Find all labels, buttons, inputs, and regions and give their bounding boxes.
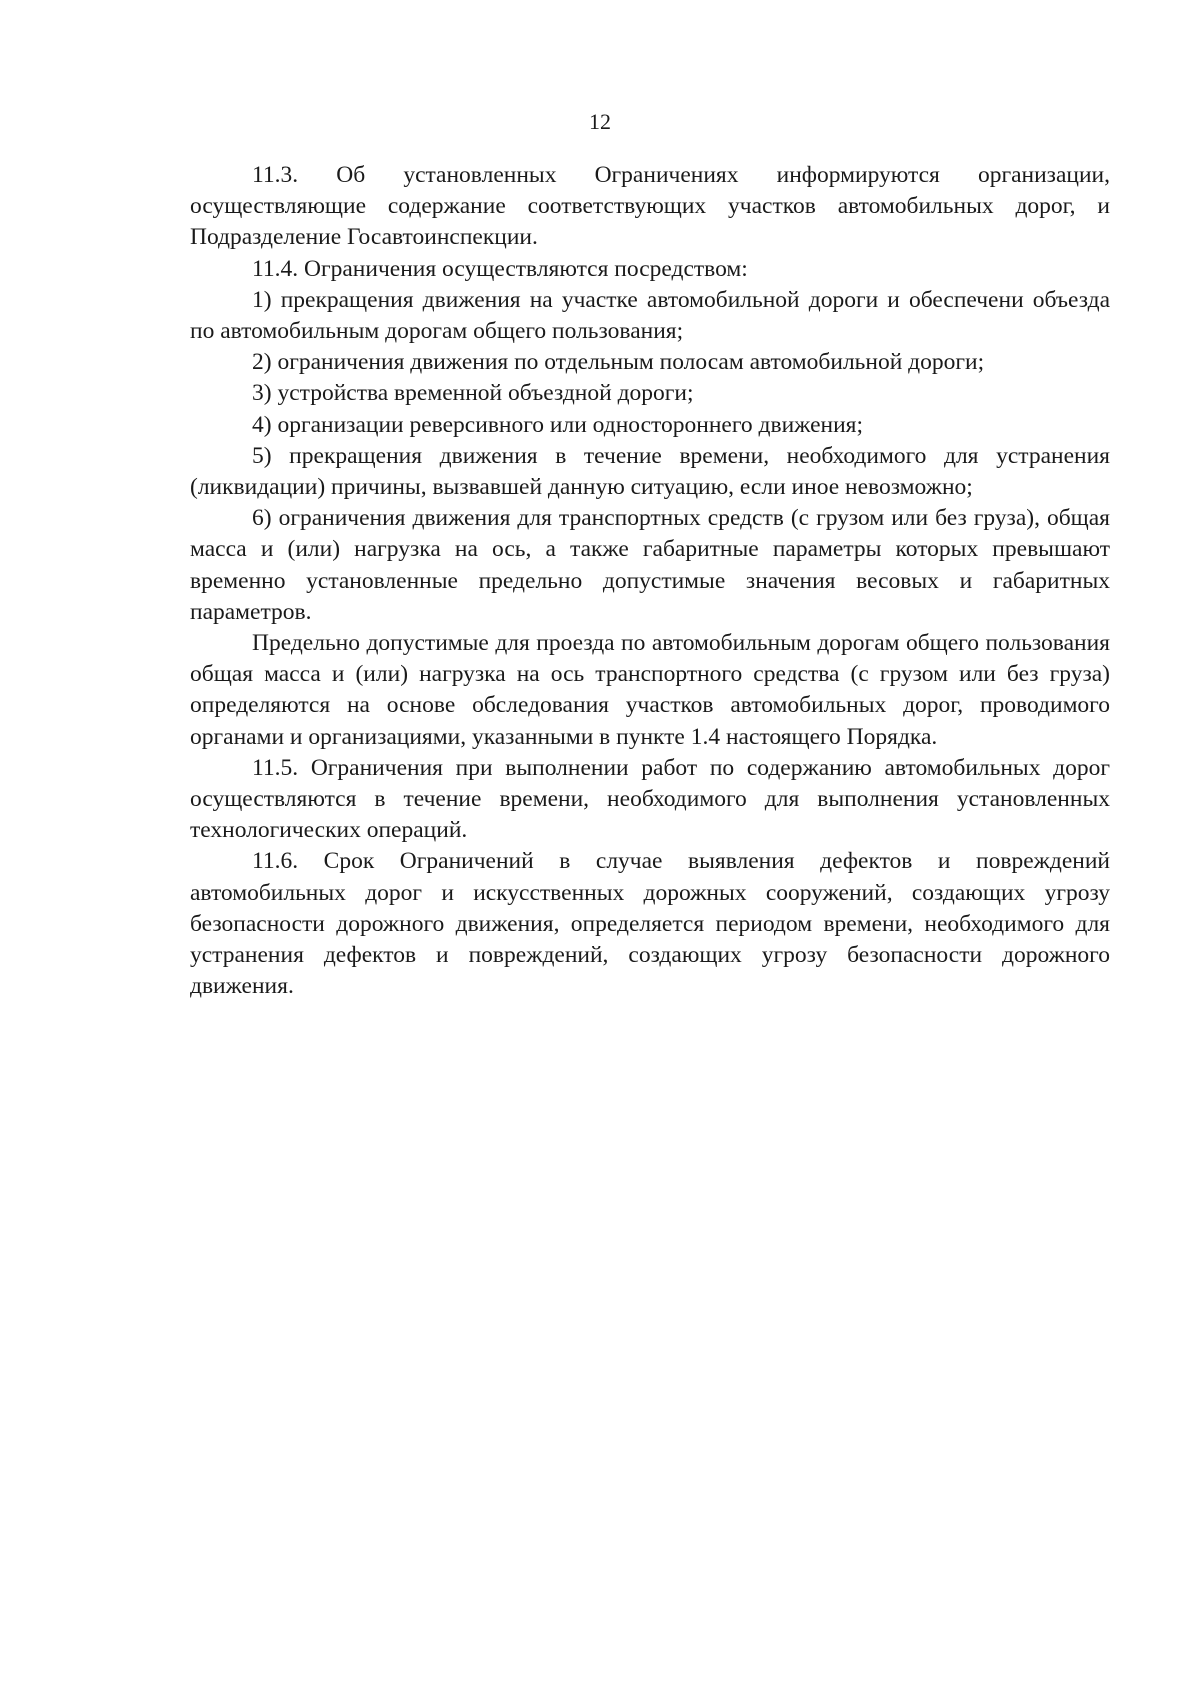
document-body xyxy=(190,160,1110,1002)
paragraph-11-3: 11.3. Об установленных Ограничениях информируются организации, осуществляющие содержание соответствующих участков автомобильных дорог, и Подразделение Госавтоинспекции. xyxy=(190,162,1110,251)
list-item-6: 6) ограничения движения для транспортных средств (с грузом или без груза), общая масса и (или) нагрузка на ось, а также габаритные параметры которых превышают временно установленные предельно допустимые значения весовых и габаритных параметров. xyxy=(190,505,1110,625)
paragraph-11-4: 11.4. Ограничения осуществляются посредством: xyxy=(252,255,748,282)
paragraph-limits: Предельно допустимые для проезда по автомобильным дорогам общего пользования общая масса и (или) нагрузка на ось транспортного средства (с грузом или без груза) определяются на основе обследования участков автомобильных дорог, проводимого органами и организациями, указанными в пункте 1.4 настоящего Порядка. xyxy=(190,630,1110,750)
list-item-4: 4) организации реверсивного или одностороннего движения; xyxy=(252,411,863,438)
page-number: 12 xyxy=(589,109,611,134)
list-item-1: 1) прекращения движения на участке автомобильной дороги и обеспечени объезда по автомобильным дорогам общего пользования; xyxy=(190,286,1110,345)
list-item-2: 2) ограничения движения по отдельным полосам автомобильной дороги; xyxy=(252,349,985,376)
paragraph-11-5: 11.5. Ограничения при выполнении работ по содержанию автомобильных дорог осуществляются в течение времени, необходимого для выполнения установленных технологических операций. xyxy=(190,754,1110,844)
list-item-5: 5) прекращения движения в течение времени, необходимого для устранения (ликвидации) причины, вызвавшей данную ситуацию, если иное невозможно; xyxy=(190,442,1110,501)
paragraph-11-6: 11.6. Срок Ограничений в случае выявления дефектов и повреждений автомобильных дорог и искусственных дорожных сооружений, создающих угрозу безопасности дорожного движения, определяется периодом времени, необходимого для устранения дефектов и повреждений, создающих угрозу безопасности дорожного движения. xyxy=(190,848,1110,1000)
list-item-3: 3) устройства временной объездной дороги; xyxy=(252,380,694,407)
